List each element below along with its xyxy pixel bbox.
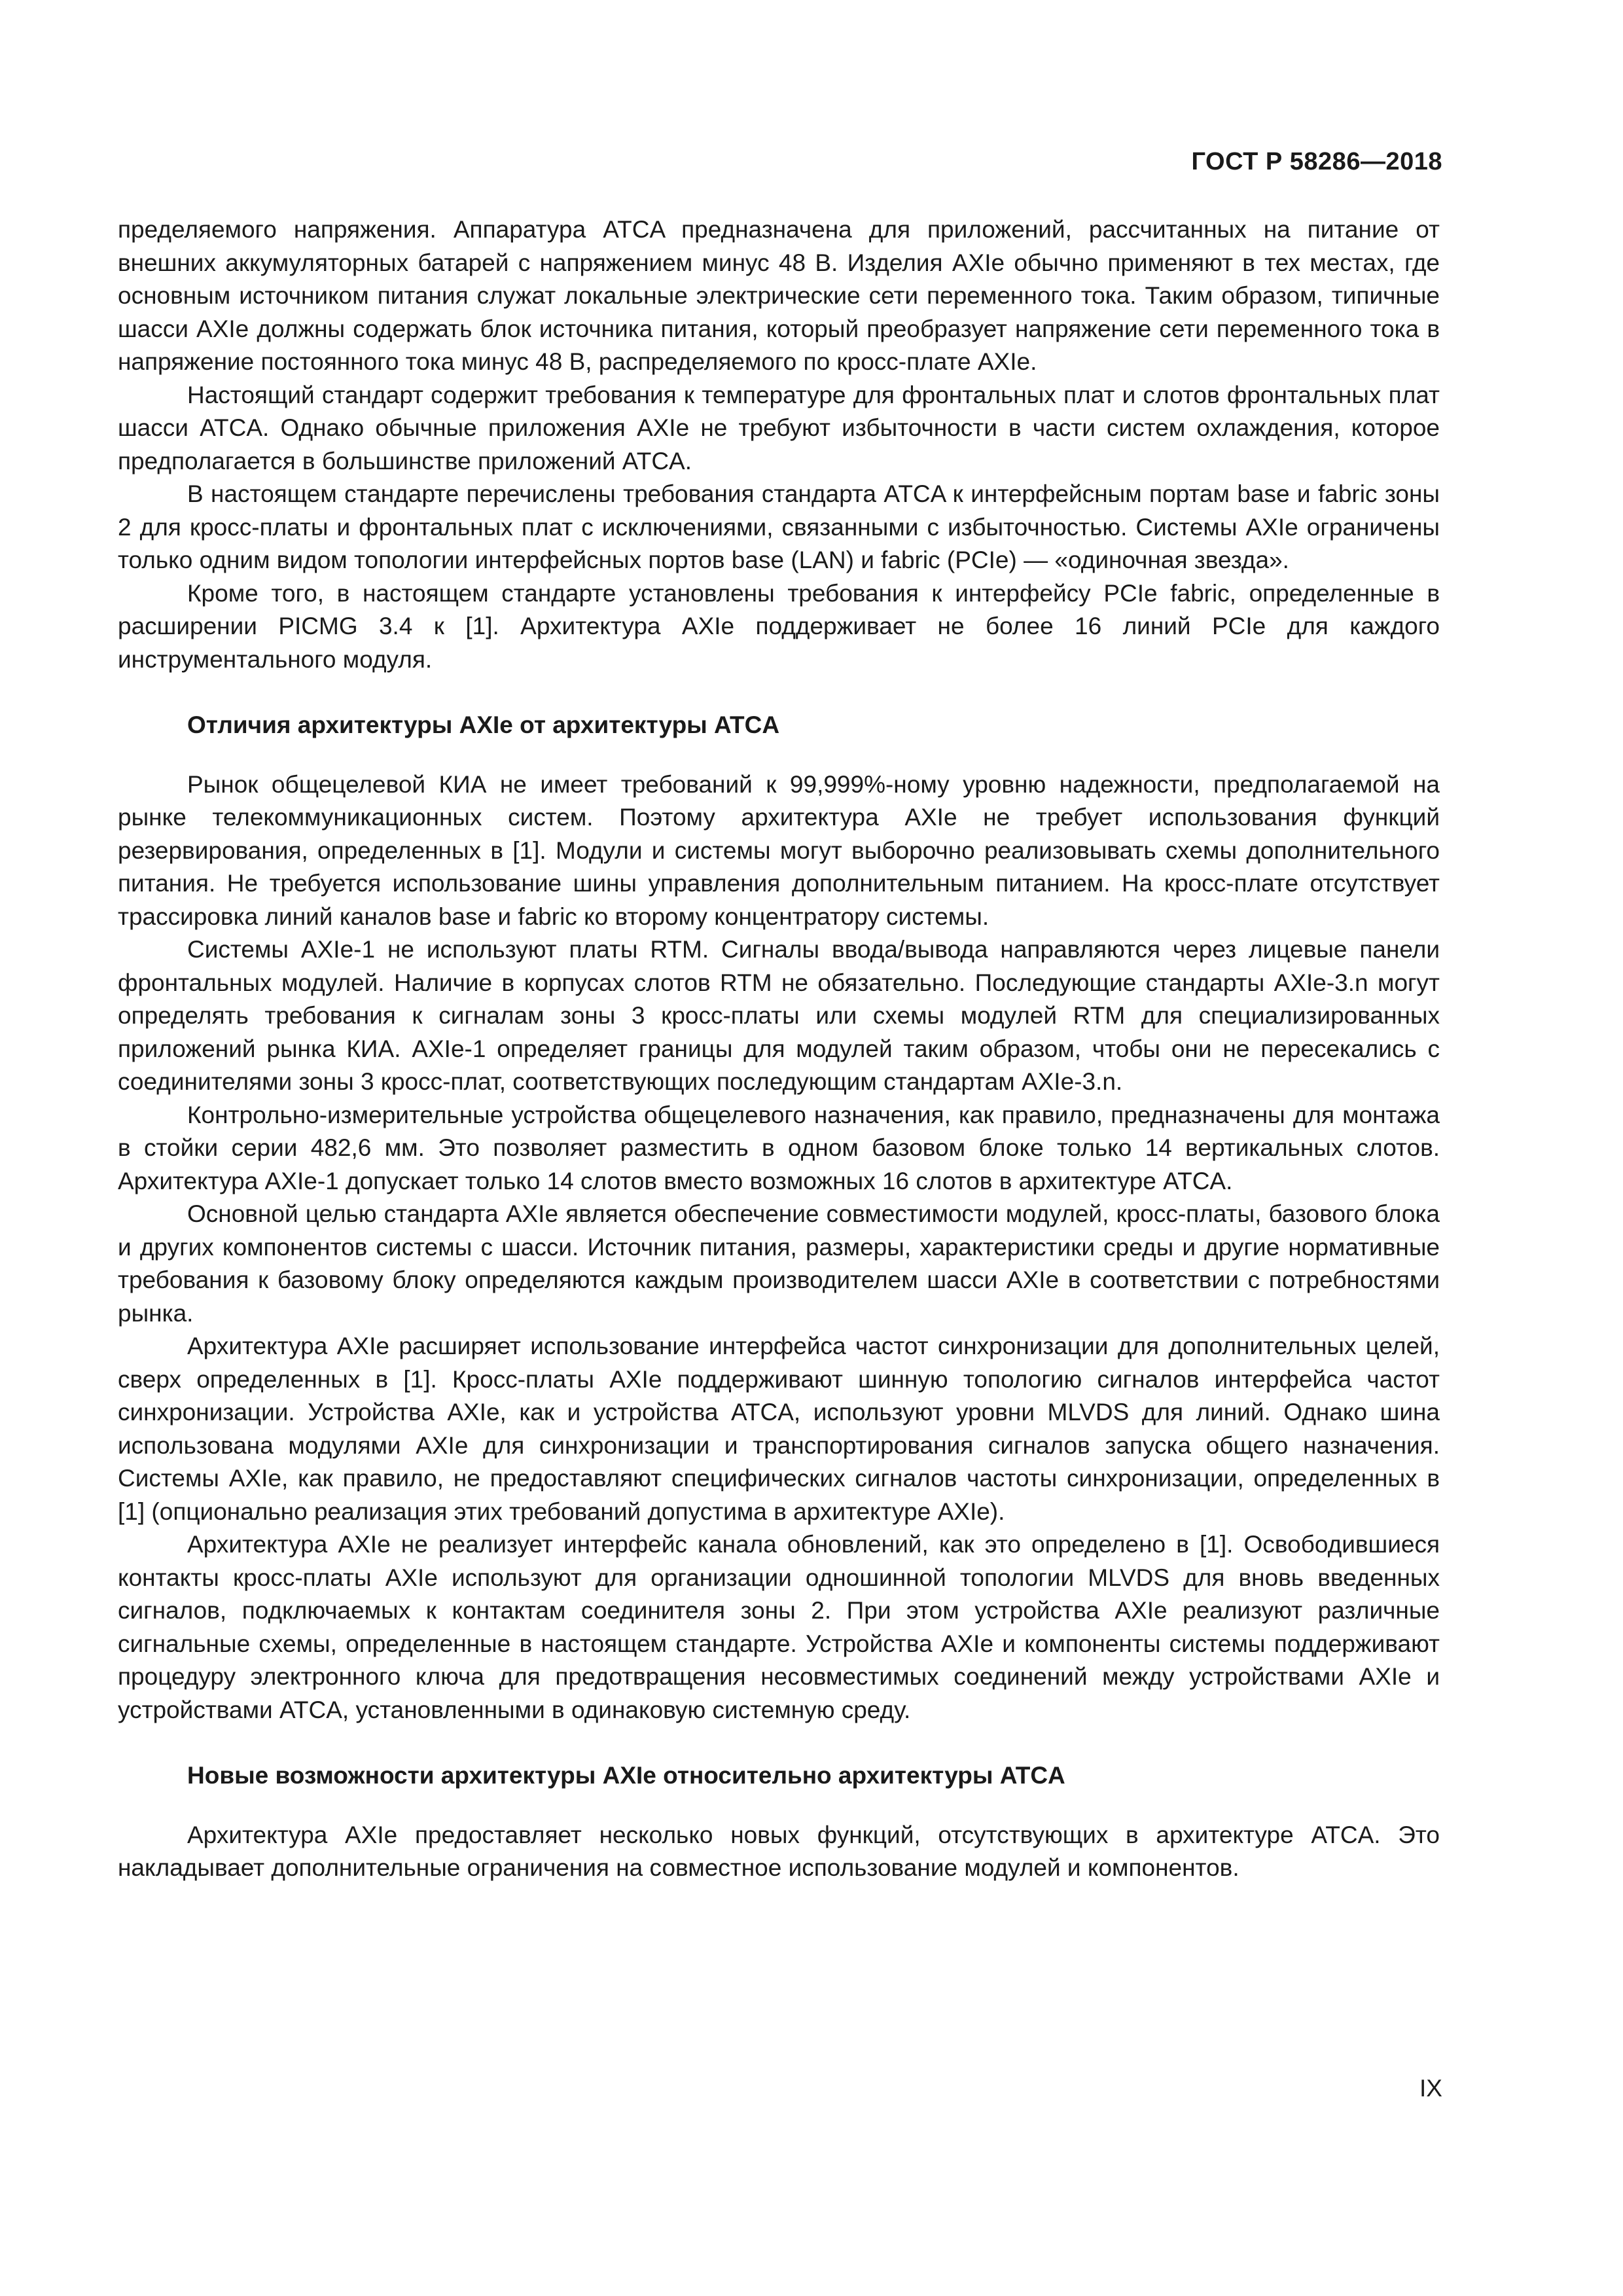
paragraph: Рынок общецелевой КИА не имеет требований к 99,999%-ному уровню надежности, предполагаемой на рынке телекоммуникационных систем. Поэтому архитектура AXIe не требует использования функций резервирования, определенных в [1]. Модули и системы могут выборочно реализовывать схемы дополнительного питания. Не требуется использование шины управления дополнительным питанием. На кросс-плате отсутствует трассировка линий каналов base и fabric ко второму концентратору системы. bbox=[118, 770, 1440, 930]
paragraph-continued: пределяемого напряжения. Аппаратура ATCA предназначена для приложений, рассчитанных на питание от внешних аккумуляторных батарей с напряжением минус 48 В. Изделия AXIe обычно применяют в тех местах, где основным источником питания служат локальные электрические сети переменного тока. Таким образом, типичные шасси AXIe должны содержать блок источника питания, который преобразует напряжение сети переменного тока в напряжение постоянного тока минус 48 В, распределяемого по кросс-плате AXIe. bbox=[118, 216, 1440, 375]
paragraph: Архитектура AXIe не реализует интерфейс канала обновлений, как это определено в [1]. Освободившиеся контакты кросс-платы AXIe используют для организации одношинной топологии MLVDS для вновь введенных сигналов, подключаемых к контактам соединителя зоны 2. При этом устройства AXIe реализуют различные сигнальные схемы, определенные в настоящем стандарте. Устройства AXIe и компоненты системы поддерживают процедуру электронного ключа для предотвращения несовместимых соединений между устройствами AXIe и устройствами ATCA, установленными в одинаковую системную среду. bbox=[118, 1531, 1440, 1723]
paragraph: Настоящий стандарт содержит требования к температуре для фронтальных плат и слотов фронтальных плат шасси ATCA. Однако обычные приложения AXIe не требуют избыточности в части систем охлаждения, которое предполагается в большинстве приложений ATCA. bbox=[118, 381, 1440, 475]
section-heading-new-features: Новые возможности архитектуры AXIe относительно архитектуры ATCA bbox=[187, 1762, 1065, 1789]
document-body bbox=[118, 213, 1440, 1885]
paragraph: Контрольно-измерительные устройства общецелевого назначения, как правило, предназначены для монтажа в стойки серии 482,6 мм. Это позволяет разместить в одном базовом блоке только 14 вертикальных слотов. Архитектура AXIe-1 допускает только 14 слотов вместо возможных 16 слотов в архитектуре ATCA. bbox=[118, 1101, 1440, 1194]
standard-header: ГОСТ Р 58286—2018 bbox=[1191, 148, 1442, 175]
paragraph: Архитектура AXIe предоставляет несколько новых функций, отсутствующих в архитектуре ATCA. Это накладывает дополнительные ограничения на совместное использование модулей и компонентов. bbox=[118, 1821, 1440, 1881]
paragraph: Кроме того, в настоящем стандарте установлены требования к интерфейсу PCIe fabric, определенные в расширении PICMG 3.4 к [1]. Архитектура AXIe поддерживает не более 16 линий PCIe для каждого инструментального модуля. bbox=[118, 579, 1440, 673]
page-number: IX bbox=[1419, 2075, 1442, 2102]
paragraph: В настоящем стандарте перечислены требования стандарта ATCA к интерфейсным портам base и fabric зоны 2 для кросс-платы и фронтальных плат с исключениями, связанными с избыточностью. Системы AXIe ограничены только одним видом топологии интерфейсных портов base (LAN) и fabric (PCIe) — «одиночная звезда». bbox=[118, 480, 1440, 573]
section-heading-differences: Отличия архитектуры AXIe от архитектуры ATCA bbox=[187, 711, 780, 738]
paragraph: Основной целью стандарта AXIe является обеспечение совместимости модулей, кросс-платы, базового блока и других компонентов системы с шасси. Источник питания, размеры, характеристики среды и другие нормативные требования к базовому блоку определяются каждым производителем шасси AXIe в соответствии с потребностями рынка. bbox=[118, 1200, 1440, 1327]
paragraph: Системы AXIe-1 не используют платы RTM. Сигналы ввода/вывода направляются через лицевые панели фронтальных модулей. Наличие в корпусах слотов RTM не обязательно. Последующие стандарты AXIe-3.n могут определять требования к сигналам зоны 3 кросс-платы или схемы модулей RTM для специализированных приложений рынка КИА. AXIe-1 определяет границы для модулей таким образом, чтобы они не пересекались с соединителями зоны 3 кросс-плат, соответствующих последующим стандартам AXIe-3.n. bbox=[118, 936, 1440, 1095]
paragraph: Архитектура AXIe расширяет использование интерфейса частот синхронизации для дополнительных целей, сверх определенных в [1]. Кросс-платы AXIe поддерживают шинную топологию сигналов интерфейса частот синхронизации. Устройства AXIe, как и устройства ATCA, используют уровни MLVDS для линий. Однако шина использована модулями AXIe для синхронизации и транспортирования сигналов запуска общего назначения. Системы AXIe, как правило, не предоставляют специфических сигналов частоты синхронизации, определенных в [1] (опционально реализация этих требований допустима в архитектуре AXIe). bbox=[118, 1333, 1440, 1525]
